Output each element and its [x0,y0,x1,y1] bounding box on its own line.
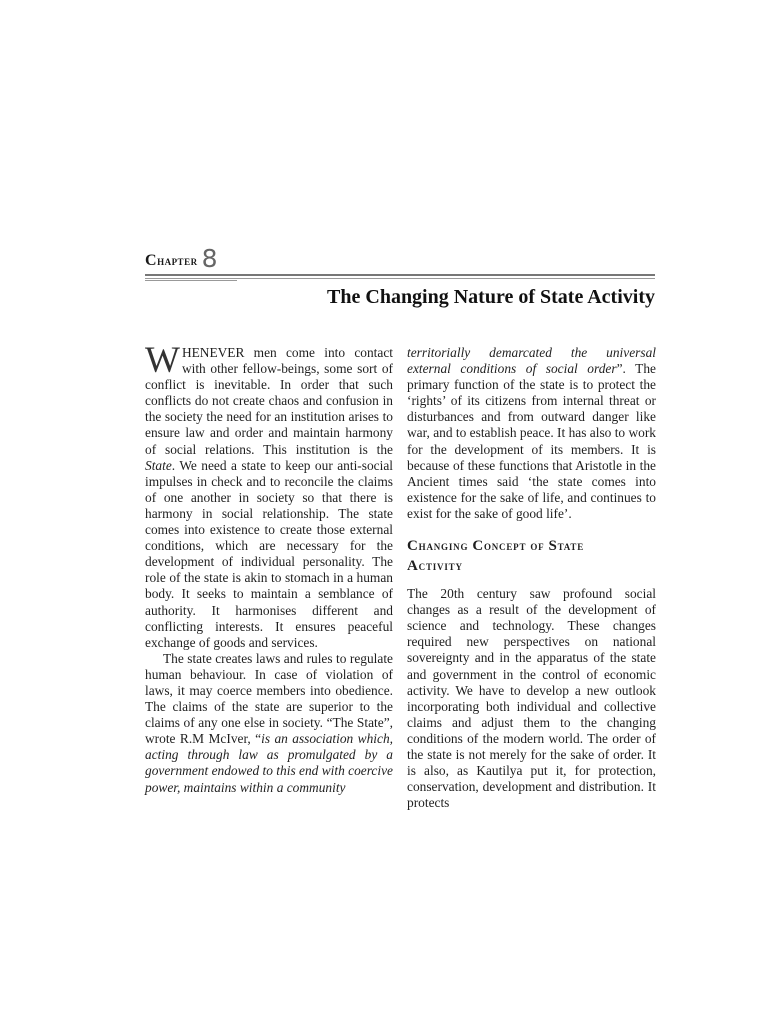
heading-initial: A [407,558,419,575]
heading-rules [145,274,655,281]
paragraph [407,586,656,811]
chapter-label-initial: C [145,252,158,269]
heading-word: of [530,538,545,554]
paragraph [145,340,393,651]
page-title: The Changing Nature of State Activity [327,286,655,308]
heading-word: oncept [483,538,527,554]
chapter-heading [145,244,655,273]
quote-text: is an association which, acting through law as promulgated by a government endowed to this end with coercive power, maintains within a community [145,731,393,795]
paragraph-text: The state creates laws and rules to regulate human behaviour. In case of violation of laws, it may coerce members into obedience. The claims of the state are superior to the claims of any one else in society. “The State”, wrote R.M McIver, “ [145,650,393,747]
emphasis-text: State [145,457,172,473]
heading-word: hanging [418,538,469,554]
chapter-label [145,252,198,270]
drop-cap: W [145,340,180,381]
quote-text: territorially demarcated the universal external conditions of social order [407,345,656,377]
section-heading [407,536,656,576]
left-column [145,340,393,796]
rule-thin-short [145,280,237,281]
paragraph-text: HENEVER men come into contact with other fellow-beings, some sort of conflict is inevitable. In order that such conflicts do not create chaos and confusion in the society the need for an institution arises to ensure law and order and maintain harmony of social relations. This institution is the [145,345,393,457]
heading-word: ctivity [418,558,463,574]
heading-initial: C [407,538,419,555]
chapter-label-rest: hapter [157,253,198,268]
chapter-number: 8 [201,244,218,273]
paragraph-text: The 20th century saw profound social changes as a result of the development of science and technology. These changes required new perspectives on national sovereignty and in the apparatus of the state and government in the control of economic activity. We have to develop a new outlook incorporating both individual and collective claims and adjust them to the changing conditions of the modern world. The order of the state is not merely for the sake of order. It is also, as Kautilya put it, for protection, conservation, development and distribution. It protects [407,586,656,811]
right-column [407,345,656,811]
paragraph [145,651,393,796]
paragraph-text: ”. The primary function of the state is to protect the ‘rights’ of its citizens from internal threat or disturbances and from outward danger like war, and to establish peace. It has also to work for the development of its members. It is because of these functions that Aristotle in the Ancient times said ‘the state comes into existence for the sake of life, and continues to exist for the sake of good life’. [407,361,657,521]
heading-initial: S [548,538,558,555]
heading-initial: C [472,538,484,555]
paragraph [407,345,656,522]
heading-word: tate [557,538,585,554]
paragraph-text: . We need a state to keep our anti-social impulses in check and to reconcile the claims of one another in society so that there is harmony in social relationship. The state comes into existence to create those external conditions, which are necessary for the development of individual personality. The role of the state is akin to stomach in a human body. It seeks to maintain a semblance of authority. It harmonises different and conflicting interests. It ensures peaceful exchange of goods and services. [145,457,393,650]
